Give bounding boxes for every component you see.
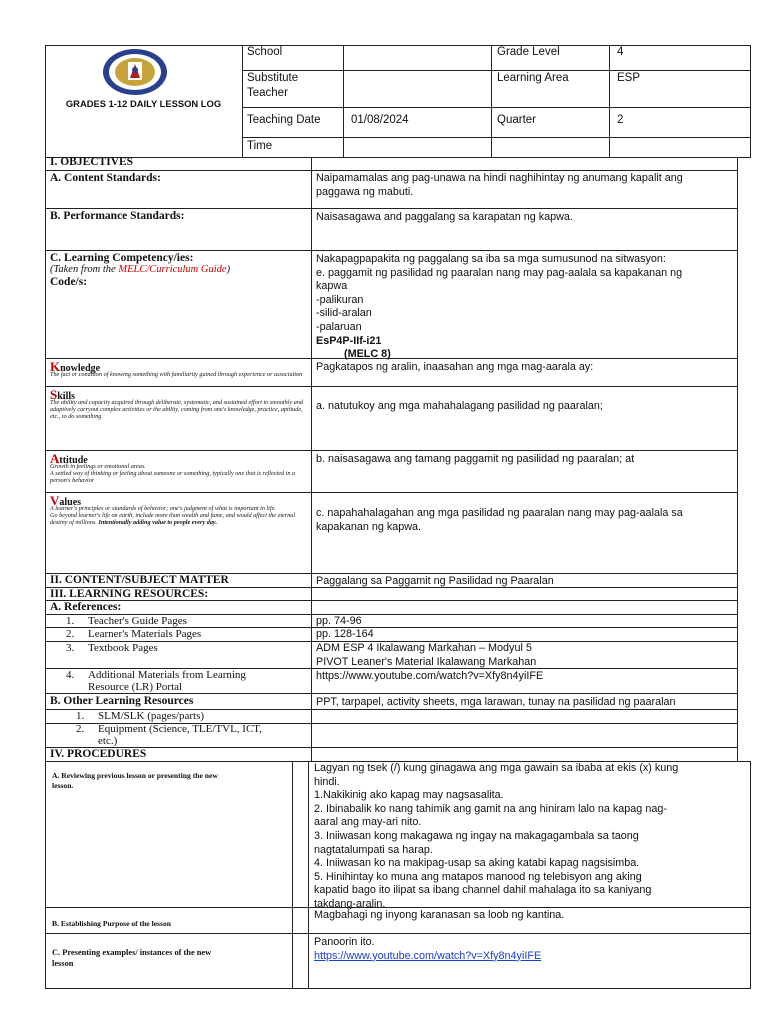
reference-item-value: pp. 128-164 (316, 628, 374, 640)
values-initial: V (50, 493, 60, 508)
equipment-text: Equipment (Science, TLE/TVL, ICT, (98, 723, 262, 735)
skills-value: a. natutukoy ang mga mahahalagang pasilidad ng paaralan; (316, 400, 603, 412)
competency-source-prefix: (Taken from the (50, 264, 119, 275)
quarter-label: Quarter (497, 114, 536, 126)
other-resources-value: PPT, tarpapel, activity sheets, mga larawan, tunay na pasilidad ng paaralan (316, 696, 676, 708)
values-description-bold: Intentionally adding value to people every day. (98, 519, 217, 527)
attitude-description-line: A settled way of thinking or feeling about someone or something, typically one that is reflected in a person's behavior (50, 470, 296, 485)
procedure-a-value (314, 762, 744, 912)
slm-number: 1. (76, 710, 85, 722)
reference-item-label (66, 615, 187, 627)
attitude-description (50, 463, 305, 485)
values-rest: alues (59, 497, 82, 508)
grade-level-value: 4 (617, 46, 624, 58)
procedure-c-label-line: lesson (52, 958, 74, 968)
slm-text: SLM/SLK (pages/parts) (98, 710, 205, 722)
reference-item-text: Teacher's Guide Pages (88, 615, 187, 627)
knowledge-rest: nowledge (60, 363, 101, 374)
procedure-a-label-line: A. Reviewing previous lesson or presenting the new (52, 771, 218, 780)
procedure-a-line: 1.Nakikinig ako kapag may nagsasalita. (314, 789, 504, 802)
references-label: A. References: (50, 601, 122, 613)
procedure-a-label-line: lesson. (52, 781, 74, 790)
time-label: Time (247, 140, 273, 152)
competency-codes-label: Code/s: (50, 276, 88, 288)
attitude-value: b. naisasagawa ang tamang paggamit ng pasilidad ng paaralan; at (316, 453, 635, 465)
procedure-b-label: B. Establishing Purpose of the lesson (52, 919, 171, 928)
values-description-line: A learner's principles or standards of behavior; one's judgment of what is important in life. (50, 505, 276, 512)
skills-rest: kills (57, 391, 76, 402)
procedure-a-line: Lagyan ng tsek (/) kung ginagawa ang mga gawain sa ibaba at ekis (x) kung (314, 762, 679, 774)
content-value: Paggalang sa Paggamit ng Pasilidad ng Paaralan (316, 575, 554, 587)
grade-level-label: Grade Level (497, 46, 560, 58)
content-heading: II. CONTENT/SUBJECT MATTER (50, 574, 229, 586)
skills-initial: S (50, 387, 58, 402)
equipment-line: etc.) (98, 735, 118, 747)
procedure-c-label (52, 948, 288, 969)
teaching-date-label: Teaching Date (247, 114, 321, 126)
competency-lines (316, 253, 731, 362)
procedure-c-link[interactable]: https://www.youtube.com/watch?v=Xfy8n4yiIFE (314, 949, 542, 962)
knowledge-description: The fact or condition of knowing something with familiarity gained through experience or association (50, 371, 303, 378)
additional-materials-line: Resource (LR) Portal (88, 681, 183, 693)
equipment-number: 2. (76, 723, 85, 735)
school-label: School (247, 46, 283, 58)
competency-source (50, 264, 230, 275)
skills-description: The ability and capacity acquired through deliberate, systematic, and sustained effort to smoothly and adaptively carryout complex activities or the ability, coming from one's knowledge, practice, aptitude, etc., to do something (50, 399, 304, 421)
learning-area-value: ESP (617, 72, 641, 84)
knowledge-value: Pagkatapos ng aralin, inaasahan ang mga mag-aarala ay: (316, 361, 594, 373)
procedure-a-label (52, 771, 288, 791)
reference-item-label (66, 628, 201, 640)
competency-melc: (MELC 8) (344, 348, 391, 361)
additional-materials-text: Additional Materials from Learning (88, 669, 246, 681)
procedure-b-value: Magbahagi ng inyong karanasan sa loob ng kantina. (314, 909, 565, 921)
procedure-a-line: 4. Iniiwasan ko na makipag-usap sa aking katabi kapag nagsisimba. (314, 857, 640, 870)
competency-line: -palaruan (316, 320, 362, 333)
reference-item-number: 2. (66, 628, 75, 640)
teaching-date-value: 01/08/2024 (351, 114, 409, 126)
objectives-heading: I. OBJECTIVES (50, 156, 134, 168)
procedure-c-value (314, 936, 541, 963)
competency-code: EsP4P-IIf-i21 (316, 334, 382, 347)
competency-line: kapwa (316, 280, 348, 293)
procedure-c-text: Panoorin ito. (314, 936, 375, 948)
procedure-a-line: 2. Ibinabalik ko nang tahimik ang gamit na ang hiniram lalo na kapag nag- (314, 802, 667, 815)
attitude-description-line: Growth in feelings or emotional areas. (50, 463, 146, 470)
values-value: c. napahahalagahan ang mga pasilidad ng paaralan nang may pag-aalala sa kapakanan ng kapwa. (316, 507, 683, 533)
performance-standards-label: B. Performance Standards: (50, 210, 185, 222)
content-standards-label: A. Content Standards: (50, 172, 161, 184)
procedures-heading: IV. PROCEDURES (50, 748, 147, 760)
textbook-value-line: ADM ESP 4 Ikalawang Markahan – Modyul 5 (316, 642, 532, 654)
procedure-a-line: 3. Iniiwasan kong makagawa ng ingay na makagagambala sa taong (314, 829, 639, 842)
competency-line: e. paggamit ng pasilidad ng paaralan nang may pag-aalala sa kapakanan ng (316, 266, 683, 279)
additional-materials-label (66, 669, 246, 693)
knowledge-initial: K (50, 359, 61, 374)
page-title: GRADES 1-12 DAILY LESSON LOG (65, 98, 222, 109)
competency-source-suffix: ) (226, 264, 231, 275)
deped-seal-logo (100, 48, 170, 96)
procedure-c-label-line: C. Presenting examples/ instances of the new (52, 948, 212, 957)
competency-line: Nakapagpapakita ng paggalang sa iba sa mga sumusunod na sitwasyon: (316, 253, 666, 265)
attitude-initial: A (50, 451, 60, 466)
attitude-rest: ttitude (59, 455, 88, 466)
resources-heading: III. LEARNING RESOURCES: (50, 588, 209, 600)
procedure-a-line: 5. Hinihintay ko muna ang matapos manood ng telebisyon ang aking (314, 870, 642, 883)
reference-item-number: 1. (66, 615, 75, 627)
procedure-a-line: hindi. (314, 775, 340, 788)
slm-label (76, 710, 204, 722)
reference-item-number: 3. (66, 642, 75, 654)
procedure-a-line: nagtatalumpati sa harap. (314, 843, 433, 856)
teacher-label-line1: Substitute (247, 72, 299, 84)
reference-item-label (66, 642, 158, 654)
competency-label: C. Learning Competency/ies: (50, 252, 194, 264)
additional-materials-value: https://www.youtube.com/watch?v=Xfy8n4yiIFE (316, 670, 544, 682)
performance-standards-value: Naisasagawa and paggalang sa karapatan ng kapwa. (316, 211, 573, 223)
values-description-line (50, 512, 305, 526)
additional-materials-number: 4. (66, 669, 75, 681)
reference-item-value: pp. 74-96 (316, 615, 362, 627)
values-description (50, 505, 305, 527)
teacher-label-line2: Teacher (247, 87, 288, 99)
additional-materials-line (66, 669, 246, 681)
learning-area-label: Learning Area (497, 72, 569, 84)
procedure-a-line: takdang-aralin. (314, 897, 386, 910)
content-standards-value: Naipamamalas ang pag-unawa na hindi naghihintay ng anumang kapalit ang paggawa ng mabuti. (316, 172, 683, 198)
reference-item-text: Learner's Materials Pages (88, 628, 202, 640)
textbook-value (316, 642, 536, 669)
textbook-value-line: PIVOT Leaner's Material Ikalawang Markahan (316, 655, 537, 668)
procedure-a-line: kapatid bago ito ilipat sa ibang channel dahil mahalaga ito sa kaniyang (314, 884, 652, 897)
quarter-value: 2 (617, 114, 624, 126)
competency-line: -palikuran (316, 293, 364, 306)
competency-line: -silid-aralan (316, 307, 372, 320)
procedure-a-line: aaral ang may-ari nito. (314, 816, 422, 829)
other-resources-label: B. Other Learning Resources (50, 695, 194, 707)
values-description-text: Go beyond learner's life on earth, include more than wealth and fame, and would affect the eternal destiny of millions. (50, 512, 296, 527)
reference-item-text: Textbook Pages (88, 642, 158, 654)
competency-source-red: MELC/Curriculum Guide (118, 264, 227, 275)
equipment-line (76, 723, 262, 735)
equipment-label (76, 723, 262, 747)
